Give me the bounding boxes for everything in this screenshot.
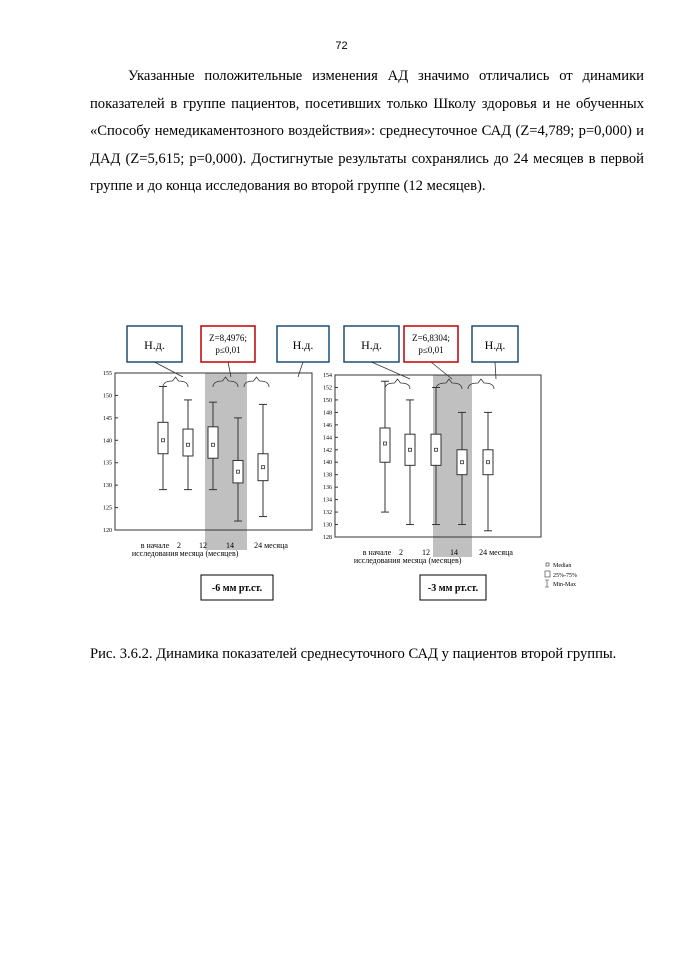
callout-z: Z=6,8304; [412, 333, 450, 343]
body-paragraph: Указанные положительные изменения АД значимо отличались от динамики показателей в группе пациентов, посетивших только Школу здоровья и не обученных «Способу немедикаментозного воздействия»: среднесуточное САД (Z=4,789; p=0,000) и ДАД (Z=5,615; p=0,000). Достигнутые результаты сохранялись до 24 месяцев в первой группе и до конца исследования во второй группе (12 месяцев). [90, 68, 644, 195]
page-number: 72 [335, 40, 348, 52]
median-marker [212, 443, 215, 446]
x-label-14: 14 [450, 548, 458, 557]
box-iqr [158, 422, 168, 453]
box-iqr [183, 429, 193, 456]
median-marker [409, 448, 412, 451]
y-tick-label: 155 [103, 371, 112, 377]
y-tick-label: 132 [323, 510, 332, 517]
y-tick-label: 128 [323, 535, 332, 541]
difference-label: -6 мм рт.ст. [211, 583, 263, 594]
x-label-start-2: исследования [131, 549, 179, 558]
y-tick-label: 150 [323, 397, 332, 404]
y-tick-label: 144 [323, 435, 332, 442]
callout-p: p≤0,01 [215, 345, 241, 355]
brace [385, 379, 410, 389]
callout-nd-left: Н.д. [144, 338, 165, 352]
x-label-12: 12 [422, 548, 430, 557]
callout-arrow [298, 362, 303, 377]
y-tick-label: 150 [103, 393, 112, 400]
x-label-2: 2 [177, 541, 181, 550]
callout-arrow [372, 362, 411, 379]
box-iqr [208, 427, 218, 458]
figure-caption: Рис. 3.6.2. Динамика показателей среднесуточного САД у пациентов второй группы. [90, 646, 617, 662]
callout-box [201, 326, 255, 362]
x-label-start-2: исследования [353, 556, 401, 565]
x-label-sub: месяца (месяцев) [179, 549, 239, 558]
median-marker [187, 443, 190, 446]
callout-box [404, 326, 458, 362]
median-marker [461, 461, 464, 464]
legend-whisker-icon [545, 580, 549, 587]
y-tick-label: 130 [323, 522, 332, 529]
x-label-sub: месяца (месяцев) [402, 556, 462, 565]
y-tick-label: 146 [323, 422, 332, 429]
x-label-24: 24 месяца [254, 541, 288, 550]
legend-whisker: Min-Max [553, 582, 576, 588]
median-marker [262, 466, 265, 469]
x-label-start: в начале [362, 548, 392, 557]
y-tick-label: 145 [103, 415, 112, 422]
callout-arrow [495, 362, 496, 379]
y-tick-label: 138 [323, 472, 332, 479]
callout-p: p≤0,01 [418, 345, 444, 355]
median-marker [237, 470, 240, 473]
callout-nd-left: Н.д. [361, 338, 382, 352]
y-tick-label: 125 [103, 505, 112, 512]
median-marker [162, 439, 165, 442]
y-tick-label: 136 [323, 485, 332, 492]
y-tick-label: 140 [103, 438, 112, 445]
callout-arrow [155, 362, 184, 377]
y-tick-label: 148 [323, 410, 332, 417]
callout-nd-right: Н.д. [484, 338, 506, 352]
callout-nd-right: Н.д. [292, 338, 314, 352]
legend-median: Median [553, 563, 572, 569]
legend-box-icon [545, 571, 550, 577]
y-tick-label: 140 [323, 460, 332, 467]
x-label-2: 2 [399, 548, 403, 557]
x-label-14: 14 [226, 541, 234, 550]
x-label-start: в начале [140, 541, 170, 550]
x-label-12: 12 [199, 541, 207, 550]
y-tick-label: 154 [323, 373, 332, 379]
brace [163, 377, 188, 387]
legend-box: 25%-75% [553, 573, 577, 579]
median-marker [435, 448, 438, 451]
y-tick-label: 135 [103, 460, 112, 467]
legend-median-icon [546, 563, 549, 566]
y-tick-label: 152 [323, 385, 332, 392]
difference-label: -3 мм рт.ст. [427, 583, 479, 594]
y-tick-label: 130 [103, 483, 112, 490]
brace [244, 377, 269, 387]
y-tick-label: 134 [323, 497, 332, 504]
median-marker [487, 461, 490, 464]
y-tick-label: 120 [103, 528, 112, 534]
median-marker [384, 442, 387, 445]
y-tick-label: 142 [323, 447, 332, 454]
callout-z: Z=8,4976; [209, 333, 247, 343]
x-label-24: 24 месяца [479, 548, 513, 557]
